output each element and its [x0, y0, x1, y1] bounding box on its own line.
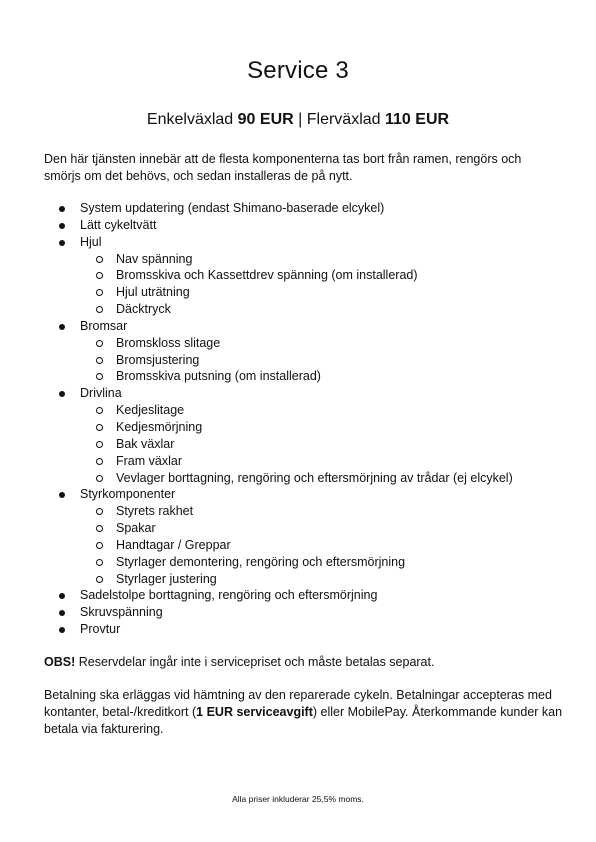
circle-bullet-icon	[96, 272, 103, 279]
list-item-label: Bromsar	[80, 318, 128, 333]
list-item-label: Sadelstolpe borttagning, rengöring och eftersmörjning	[80, 588, 378, 603]
sub-list-item-label: Styrlager demontering, rengöring och eftersmörjning	[116, 554, 406, 569]
circle-bullet-icon	[96, 256, 103, 263]
sub-list-item	[80, 554, 513, 571]
circle-bullet-icon	[96, 458, 103, 465]
sub-list-item	[80, 368, 513, 385]
sub-list-item	[80, 402, 513, 419]
list-item-label: Drivlina	[80, 386, 122, 401]
bullet-icon	[59, 610, 65, 616]
sub-list-item	[80, 284, 513, 301]
sub-list-item-label: Kedjesmörjning	[116, 419, 203, 434]
circle-bullet-icon	[96, 407, 103, 414]
intro-paragraph: Den här tjänsten innebär att de flesta komponenterna tas bort från ramen, rengörs och smörjs om det behövs, och sedan installeras de på nytt.	[44, 152, 522, 183]
circle-bullet-icon	[96, 357, 103, 364]
vat-footnote: Alla priser inkluderar 25,5% moms.	[232, 794, 364, 804]
sub-list-item	[80, 520, 513, 537]
sub-item-list	[80, 503, 513, 587]
circle-bullet-icon	[96, 441, 103, 448]
sub-list-item	[80, 419, 513, 436]
circle-bullet-icon	[96, 424, 103, 431]
bullet-icon	[59, 206, 65, 212]
payment-paragraph	[44, 687, 564, 738]
obs-label: OBS!	[44, 655, 76, 669]
circle-bullet-icon	[96, 576, 103, 583]
sub-list-item	[80, 453, 513, 470]
sub-list-item-label: Kedjeslitage	[116, 403, 185, 418]
multi-speed-price: 110 EUR	[385, 111, 450, 128]
sub-list-item-label: Bak växlar	[116, 436, 175, 451]
bullet-icon	[59, 627, 65, 633]
sub-list-item-label: Bromsskiva och Kassettdrev spänning (om installerad)	[116, 268, 418, 283]
circle-bullet-icon	[96, 542, 103, 549]
single-speed-price: 90 EUR	[237, 111, 294, 128]
sub-list-item-label: Nav spänning	[116, 251, 193, 266]
list-item-label: Hjul	[80, 234, 102, 249]
bullet-icon	[59, 324, 65, 330]
bullet-icon	[59, 593, 65, 599]
list-item	[44, 604, 513, 621]
list-item	[44, 385, 513, 486]
list-item-label: System updatering (endast Shimano-baserade elcykel)	[80, 201, 385, 215]
payment-text-after: ) eller MobilePay. Återkommande kunder kan betala via fakturering.	[44, 705, 563, 736]
sub-list-item	[80, 503, 513, 520]
sub-list-item-label: Bromskloss slitage	[116, 335, 221, 350]
single-speed-label: Enkelväxlad	[146, 111, 234, 128]
bullet-icon	[59, 223, 65, 229]
list-item	[44, 486, 513, 587]
sub-list-item-label: Styrets rakhet	[116, 504, 194, 519]
list-item	[44, 200, 513, 217]
list-item-label: Styrkomponenter	[80, 487, 176, 502]
sub-list-item-label: Styrlager justering	[116, 571, 217, 586]
circle-bullet-icon	[96, 373, 103, 380]
sub-item-list	[80, 251, 513, 318]
sub-list-item-label: Bromsjustering	[116, 352, 200, 367]
list-item	[44, 318, 513, 385]
payment-text-before: Betalning ska erläggas vid hämtning av den reparerade cykeln. Betalningar accepteras med kontanter, betal-/kreditkort (	[44, 688, 552, 719]
sub-item-list	[80, 335, 513, 386]
circle-bullet-icon	[96, 306, 103, 313]
list-item	[44, 621, 513, 638]
service-fee: 1 EUR serviceavgift	[196, 705, 313, 719]
service-item-list	[44, 200, 513, 638]
sub-item-list	[80, 402, 513, 486]
sub-list-item-label: Däcktryck	[116, 302, 171, 317]
sub-list-item	[80, 335, 513, 352]
circle-bullet-icon	[96, 508, 103, 515]
sub-list-item	[80, 470, 513, 487]
price-separator: |	[298, 111, 303, 128]
circle-bullet-icon	[96, 340, 103, 347]
page-title: Service 3	[247, 57, 349, 84]
obs-text: Reservdelar ingår inte i servicepriset och måste betalas separat.	[78, 655, 435, 669]
sub-list-item-label: Spakar	[116, 521, 156, 536]
list-item	[44, 587, 513, 604]
sub-list-item-label: Vevlager borttagning, rengöring och eftersmörjning av trådar (ej elcykel)	[116, 470, 513, 485]
sub-list-item-label: Fram växlar	[116, 453, 182, 468]
list-item-label: Lätt cykeltvätt	[80, 217, 157, 232]
sub-list-item-label: Handtagar / Greppar	[116, 537, 231, 552]
sub-list-item	[80, 571, 513, 588]
multi-speed-label: Flerväxlad	[306, 111, 381, 128]
circle-bullet-icon	[96, 559, 103, 566]
sub-list-item-label: Bromsskiva putsning (om installerad)	[116, 369, 321, 384]
circle-bullet-icon	[96, 475, 103, 482]
list-item-label: Provtur	[80, 622, 121, 637]
sub-list-item-label: Hjul uträtning	[116, 285, 190, 300]
bullet-icon	[59, 492, 65, 498]
sub-list-item	[80, 301, 513, 318]
circle-bullet-icon	[96, 289, 103, 296]
bullet-icon	[59, 240, 65, 246]
bullet-icon	[59, 391, 65, 397]
sub-list-item	[80, 352, 513, 369]
sub-list-item	[80, 436, 513, 453]
circle-bullet-icon	[96, 525, 103, 532]
sub-list-item	[80, 537, 513, 554]
price-line	[0, 111, 596, 129]
list-item-label: Skruvspänning	[80, 605, 163, 620]
list-item	[44, 234, 513, 318]
sub-list-item	[80, 251, 513, 268]
sub-list-item	[80, 267, 513, 284]
list-item	[44, 217, 513, 234]
obs-note	[44, 654, 559, 671]
